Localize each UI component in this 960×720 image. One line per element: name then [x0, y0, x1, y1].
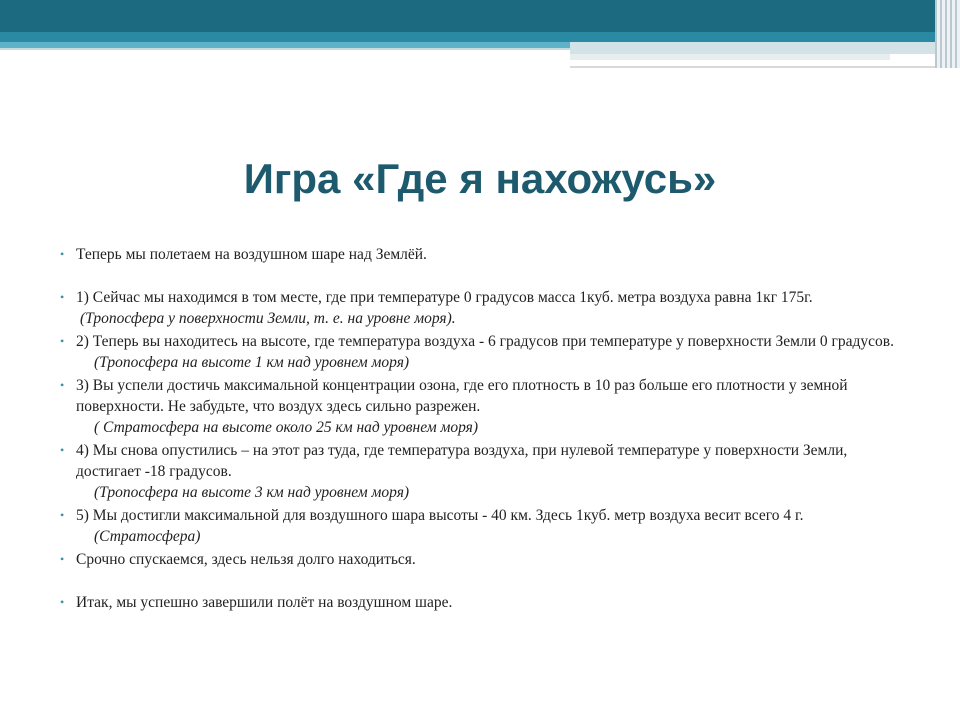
list-item: [60, 331, 910, 352]
slide-content: [60, 244, 910, 613]
bullet-icon: •: [60, 595, 65, 609]
list-item: [60, 244, 910, 265]
header-divider-right: [570, 66, 945, 68]
item-note: (Тропосфера на высоте 3 км над уровнем моря): [94, 484, 410, 501]
item-text: 5) Мы достигли максимальной для воздушного шара высоты - 40 км. Здесь 1куб. метр воздуха весит всего 4 г.: [76, 507, 804, 524]
list-item: [60, 592, 910, 613]
bullet-icon: •: [60, 247, 65, 261]
slide-title: Игра «Где я нахожусь»: [243, 155, 717, 202]
item-note: ( Стратосфера на высоте около 25 км над уровнем моря): [94, 419, 479, 436]
bullet-icon: •: [60, 378, 65, 392]
header-corner-stripes: [935, 0, 960, 68]
list-item: [60, 549, 910, 570]
item-text: 4) Мы снова опустились – на этот раз туда, где температура воздуха, при нулевой температуре у поверхности Земли, достигает -18 градусов.: [76, 442, 848, 480]
bullet-icon: •: [60, 552, 65, 566]
bullet-icon: •: [60, 334, 65, 348]
bullet-icon: •: [60, 443, 65, 457]
header-band-dark: [0, 0, 960, 32]
item-text: 3) Вы успели достичь максимальной концентрации озона, где его плотность в 10 раз больше его плотности у земной поверхности. Не забудьте, что воздух здесь сильно разрежен.: [76, 377, 848, 415]
header-step: [570, 42, 960, 54]
list-item: [60, 505, 910, 526]
bullet-icon: •: [60, 290, 65, 304]
list-item: [60, 440, 910, 482]
header-divider: [0, 48, 570, 50]
item-note: (Тропосфера на высоте 1 км над уровнем моря): [94, 354, 410, 371]
item-text: Итак, мы успешно завершили полёт на воздушном шаре.: [76, 594, 453, 611]
item-text: 1) Сейчас мы находимся в том месте, где при температуре 0 градусов масса 1куб. метра воздуха равна 1кг 175г.: [76, 289, 813, 306]
header-band-mid: [0, 32, 960, 42]
list-item: [60, 375, 910, 417]
item-text: Теперь мы полетаем на воздушном шаре над Землёй.: [76, 246, 427, 263]
list-item: [60, 287, 910, 308]
item-text: Срочно спускаемся, здесь нельзя долго находиться.: [76, 551, 416, 568]
bullet-icon: •: [60, 508, 65, 522]
item-text: 2) Теперь вы находитесь на высоте, где температура воздуха - 6 градусов при температуре у поверхности Земли 0 градусов.: [76, 333, 894, 350]
item-note: (Тропосфера у поверхности Земли, т. е. на уровне моря).: [80, 310, 456, 327]
header-step-lower: [570, 54, 890, 60]
item-note: (Стратосфера): [94, 528, 201, 545]
